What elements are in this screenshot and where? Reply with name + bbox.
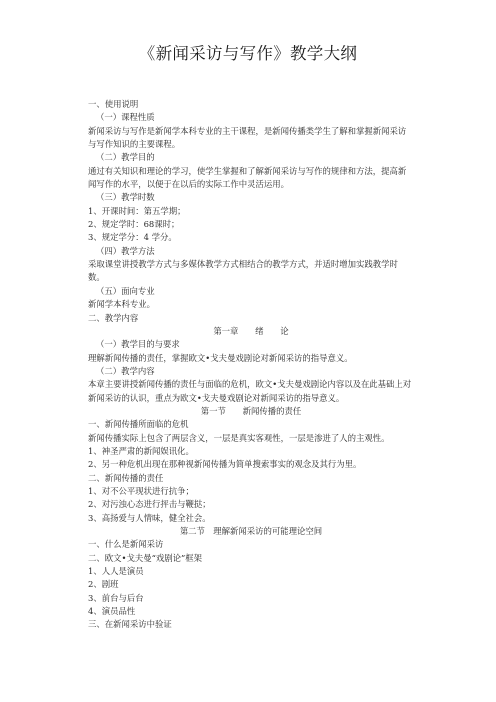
list-item: 1、人人是演员 — [88, 566, 144, 577]
document-body — [88, 98, 414, 632]
list-item: 2、对污浊心态进行抨击与鞭挞； — [88, 499, 211, 510]
list-item: 3、规定学分：4 学分。 — [88, 232, 177, 243]
section-title: 第二节 理解新闻采访的可能理论空间 — [179, 526, 323, 536]
subsection-heading: （五）面向专业 — [96, 285, 155, 296]
list-item: 1、神圣严肃的新闻娱讯化。 — [88, 445, 194, 456]
paragraph: 新闻传播实际上包含了两层含义，一层是真实客观性，一层是渗进了人的主观性。 — [88, 432, 390, 443]
chapter-heading: 第一章 绪 论 — [213, 325, 289, 336]
subsection-heading: （二）教学目的 — [96, 152, 155, 163]
section-heading: 一、新闻传播所面临的危机 — [88, 419, 189, 430]
list-item: 2、剧班 — [88, 579, 119, 590]
list-item: 4、演员品性 — [88, 606, 136, 617]
paragraph: 新闻采访与写作是新闻学本科专业的主干课程，是新闻传播类学生了解和掌握新闻采访与写作知识的主要课程。 — [88, 125, 407, 150]
paragraph: 理解新闻传播的责任，掌握欧文•戈夫曼戏剧论对新闻采访的指导意义。 — [88, 352, 353, 363]
list-item: 1、开课时间：第五学期； — [88, 205, 186, 216]
section-heading: 二、新闻传播的责任 — [88, 472, 164, 483]
section-heading: 二、教学内容 — [88, 312, 139, 323]
subsection-heading: （三）教学时数 — [96, 192, 155, 203]
subsection-heading: （一）课程性质 — [96, 112, 155, 123]
section-heading: 二、欧文•戈夫曼“戏剧论”框架 — [88, 552, 203, 563]
subsection-heading: （四）教学方法 — [96, 245, 155, 256]
section-heading: 三、在新闻采访中验证 — [88, 619, 172, 630]
list-item: 3、前台与后台 — [88, 592, 144, 603]
subsection-heading: （一）教学目的与要求 — [96, 339, 180, 350]
page-title: 《新闻采访与写作》教学大纲 — [138, 44, 358, 63]
paragraph: 采取课堂讲授教学方式与多媒体教学方式相结合的教学方式，并适时增加实践教学时数。 — [88, 259, 398, 283]
section-heading: 一、使用说明 — [88, 99, 139, 109]
paragraph: 本章主要讲授新闻传播的责任与面临的危机，欧文•戈夫曼戏剧论内容以及在此基础上对新闻采访的认识，重点为欧文•戈夫曼戏剧论对新闻采访的指导意义。 — [88, 379, 412, 403]
list-item: 2、另一种危机出现在那种视新闻传播为简单搜索事实的观念及其行为里。 — [88, 459, 362, 470]
section-heading: 一、什么是新闻采访 — [88, 539, 164, 550]
list-item: 1、对不公平现状进行抗争； — [88, 485, 194, 496]
list-item: 2、规定学时：68课时； — [88, 219, 180, 230]
subsection-heading: （二）教学内容 — [96, 365, 155, 376]
section-title: 第一节 新闻传播的责任 — [200, 405, 302, 416]
paragraph: 新闻学本科专业。 — [88, 299, 155, 310]
paragraph: 通过有关知识和理论的学习，使学生掌握和了解新闻采访与写作的规律和方法，提高新闻写作的水平，以便于在以后的实际工作中灵活运用。 — [88, 165, 407, 190]
list-item: 3、高扬爱与人情味，健全社会。 — [88, 512, 211, 523]
